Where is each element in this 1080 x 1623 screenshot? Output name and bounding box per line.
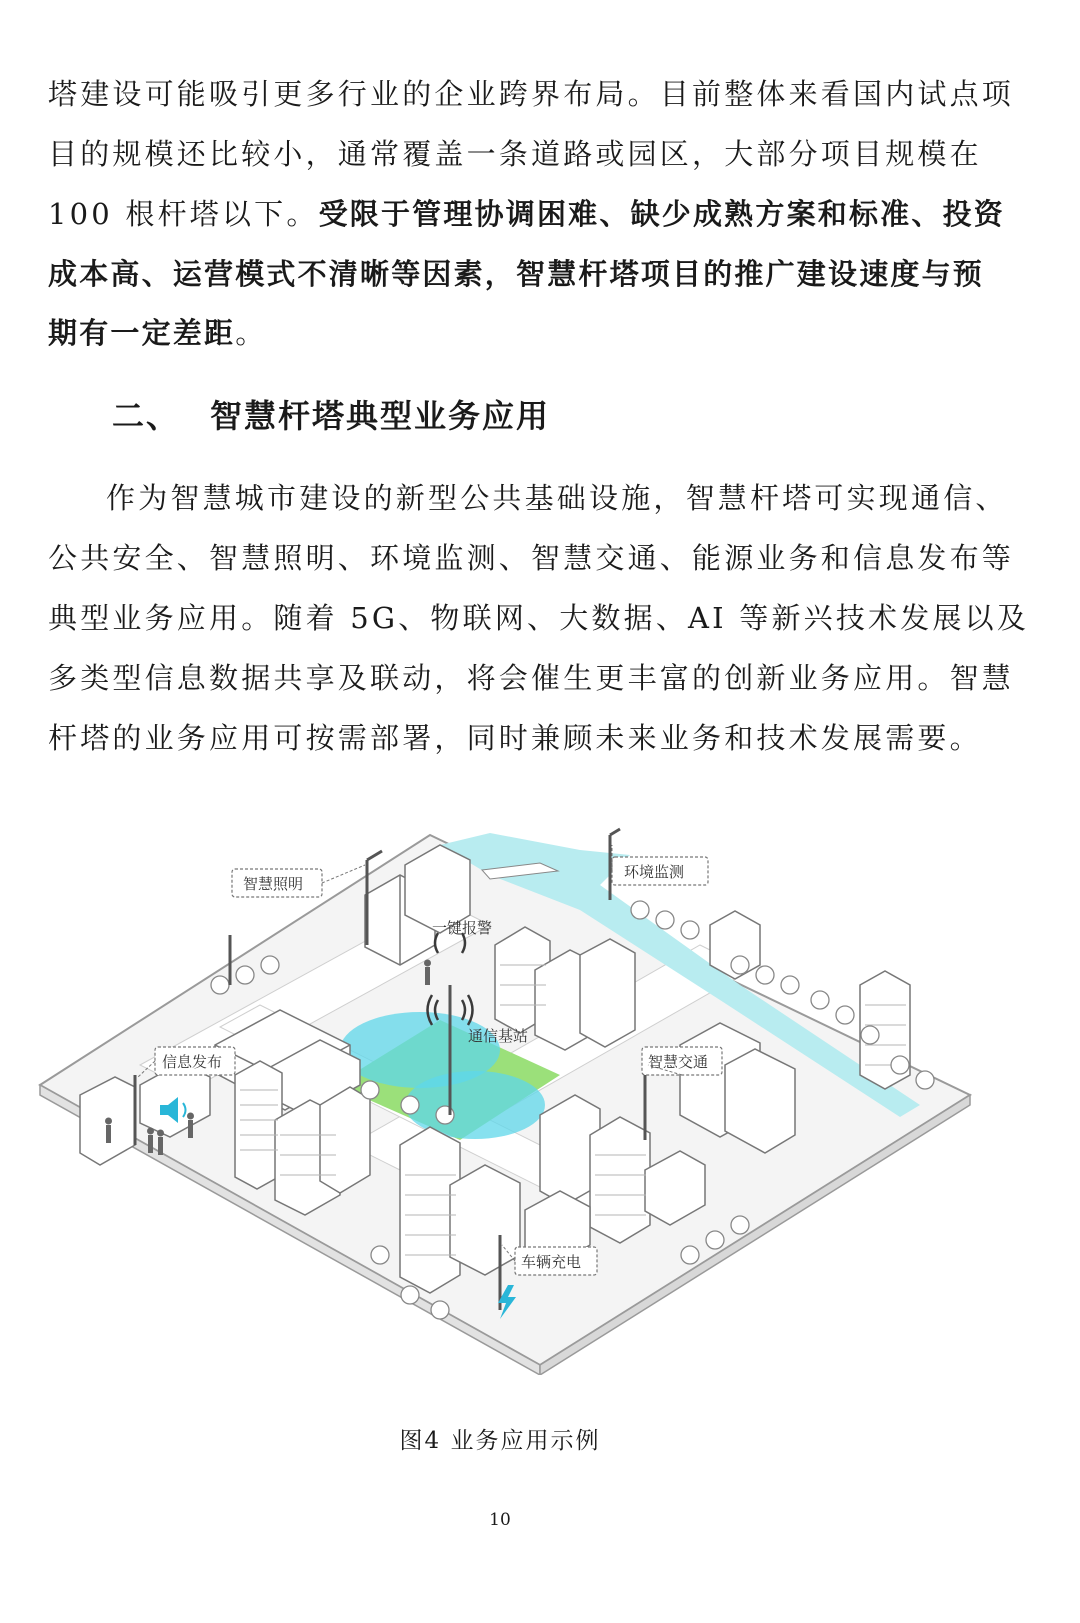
- paragraph-2-line-1: 作为智慧城市建设的新型公共基础设施，智慧杆塔可实现通信、: [106, 481, 1008, 515]
- plain-text: 100 根杆塔以下。: [48, 197, 319, 231]
- bold-text: 期有一定差距: [48, 316, 236, 350]
- label-smart-lighting: 智慧照明: [243, 875, 304, 893]
- paragraph-1-line-3: [48, 194, 1038, 234]
- paragraph-2-line-4: 多类型信息数据共享及联动，将会催生更丰富的创新业务应用。智慧: [48, 661, 1015, 695]
- section-heading: [112, 396, 550, 436]
- paragraph-2-line-2: 公共安全、智慧照明、环境监测、智慧交通、能源业务和信息发布等: [48, 541, 1015, 575]
- paragraph-2-line-5: 杆塔的业务应用可按需部署，同时兼顾未来业务和技术发展需要。: [48, 721, 982, 755]
- label-base-station: 通信基站: [468, 1027, 529, 1045]
- page-number: 10: [489, 1510, 511, 1530]
- paragraph-2-line-3: 典型业务应用。随着 5G、物联网、大数据、AI 等新兴技术发展以及: [48, 601, 1030, 635]
- paragraph-1-line-1: 塔建设可能吸引更多行业的企业跨界布局。目前整体来看国内试点项: [48, 77, 1015, 111]
- section-number: 二、: [112, 397, 181, 435]
- label-smart-traffic: 智慧交通: [648, 1053, 709, 1071]
- label-vehicle-charging: 车辆充电: [521, 1253, 582, 1271]
- bold-text: 受限于管理协调困难、缺少成熟方案和标准、投资: [318, 197, 1005, 231]
- section-title: 智慧杆塔典型业务应用: [210, 397, 551, 435]
- label-info-release: 信息发布: [162, 1053, 223, 1071]
- label-one-key-alarm: 一键报警: [432, 919, 493, 937]
- figure-caption: 图4 业务应用示例: [399, 1428, 601, 1454]
- paragraph-1-line-2: 目的规模还比较小，通常覆盖一条道路或园区，大部分项目规模在: [48, 137, 982, 171]
- label-environment-monitoring: 环境监测: [624, 863, 685, 881]
- paragraph-1-line-4: 成本高、运营模式不清晰等因素，智慧杆塔项目的推广建设速度与预: [48, 257, 985, 291]
- smart-pole-application-illustration: [20, 815, 980, 1375]
- paragraph-1-line-5: [48, 313, 1038, 353]
- plain-text: 。: [235, 316, 268, 350]
